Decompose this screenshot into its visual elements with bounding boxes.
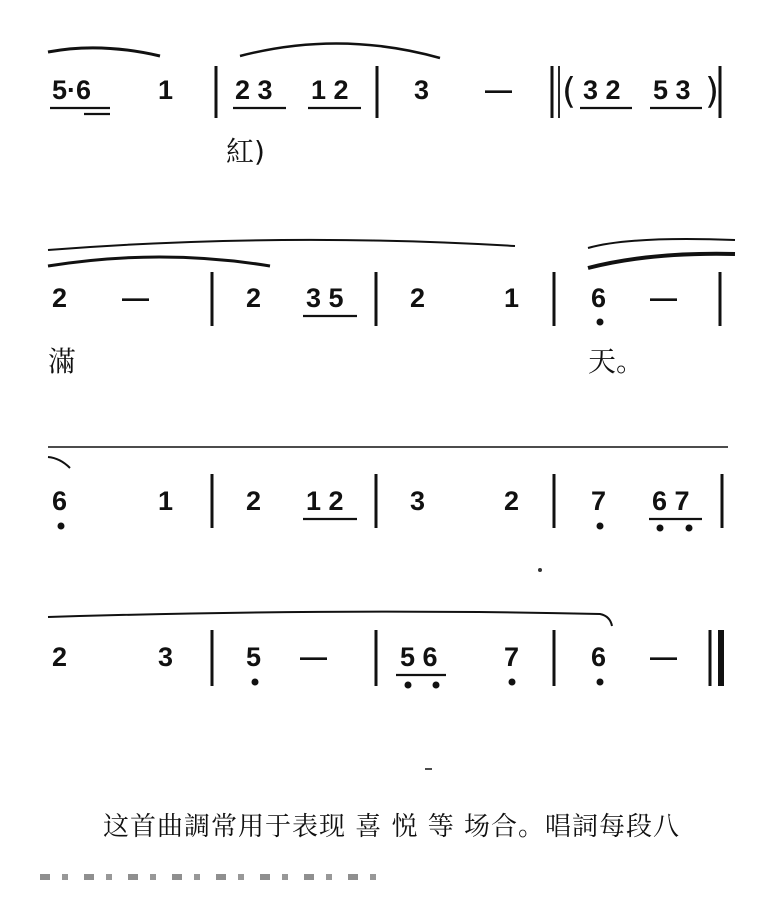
note: 2 3 <box>235 75 273 105</box>
note: 2 <box>246 283 262 313</box>
note: 7 <box>591 486 607 516</box>
slur <box>48 612 612 626</box>
note: 1 2 <box>311 75 349 105</box>
low-octave-dot <box>597 523 604 530</box>
cutoff-text-line <box>40 874 380 880</box>
note: 1 2 <box>306 486 344 516</box>
note: 3 <box>410 486 426 516</box>
low-octave-dot <box>597 679 604 686</box>
dash: — <box>650 283 677 313</box>
paren-open: ( <box>562 71 577 112</box>
paren-close: ) <box>705 71 720 112</box>
note: 6 <box>52 486 68 516</box>
slur <box>48 257 270 266</box>
note: 7 <box>504 642 520 672</box>
lyric: 滿 <box>48 345 77 378</box>
note: 3 <box>414 75 430 105</box>
low-octave-dot <box>58 523 65 530</box>
low-octave-dot <box>405 682 412 689</box>
note: 5 3 <box>653 75 691 105</box>
note: 1 <box>504 283 520 313</box>
note: 3 <box>158 642 174 672</box>
lyric: 紅) <box>226 135 265 168</box>
lyric: 天。 <box>588 345 645 378</box>
note: 5 6 <box>400 642 438 672</box>
dash: — <box>485 75 512 105</box>
dash: — <box>300 642 327 672</box>
note: 3 2 <box>583 75 621 105</box>
low-octave-dot <box>686 525 693 532</box>
note: 2 <box>410 283 426 313</box>
slur <box>48 48 160 56</box>
low-octave-dot <box>657 525 664 532</box>
low-octave-dot <box>252 679 259 686</box>
low-octave-dot <box>509 679 516 686</box>
staff-line-2 <box>48 239 735 378</box>
low-octave-dot <box>433 682 440 689</box>
commentary-text: 这首曲調常用于表现 喜 悦 等 场合。唱詞每段八 <box>103 812 681 842</box>
note: 6 <box>591 283 607 313</box>
slur <box>240 43 440 58</box>
staff-line-3 <box>48 447 728 572</box>
note: 3 5 <box>306 283 344 313</box>
note: 5 <box>246 642 262 672</box>
note: 2 <box>246 486 262 516</box>
note: 5·6 <box>52 75 92 105</box>
speck <box>538 568 542 572</box>
slur <box>588 254 735 268</box>
note: 6 7 <box>652 486 690 516</box>
note: 2 <box>52 283 68 313</box>
dash: — <box>122 283 149 313</box>
slur <box>588 239 735 248</box>
note: 6 <box>591 642 607 672</box>
note: 2 <box>504 486 520 516</box>
slur <box>48 240 515 250</box>
note: 2 <box>52 642 68 672</box>
note: 1 <box>158 486 174 516</box>
staff-line-1 <box>48 43 720 168</box>
slur <box>48 457 70 468</box>
low-octave-dot <box>597 319 604 326</box>
note: 1 <box>158 75 174 105</box>
dash: — <box>650 642 677 672</box>
staff-line-4 <box>48 612 721 689</box>
